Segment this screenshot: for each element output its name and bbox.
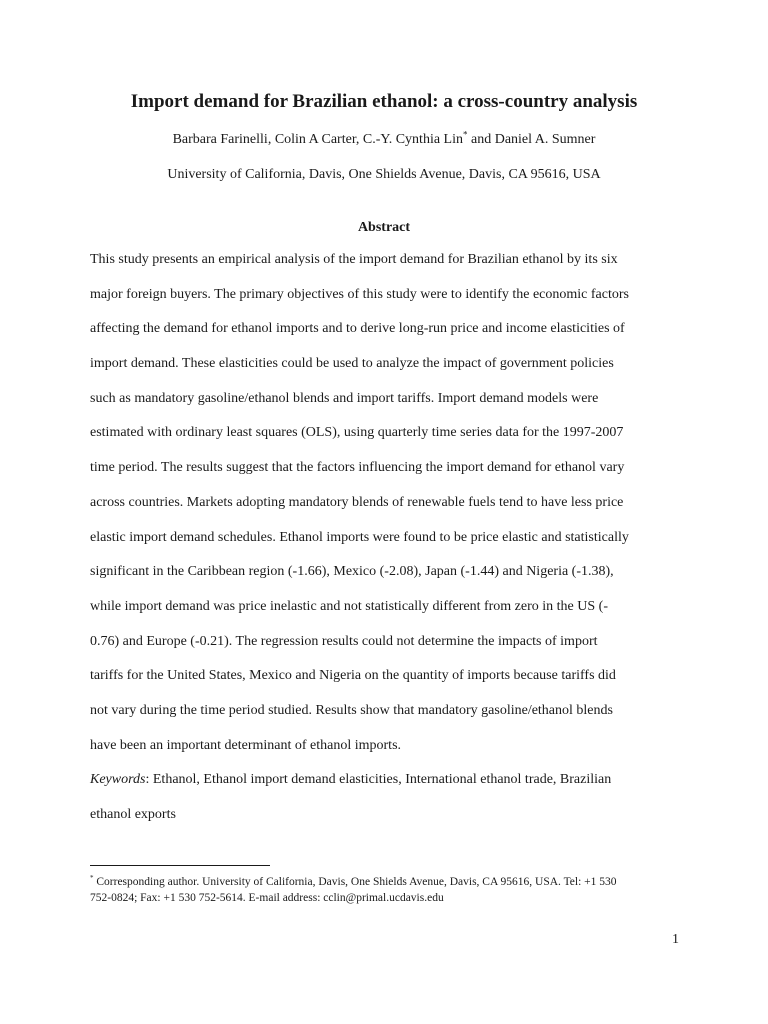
footnote-line: 752-0824; Fax: +1 530 752-5614. E-mail address: cclin@primal.ucdavis.edu [90, 892, 444, 904]
abstract-line: elastic import demand schedules. Ethanol imports were found to be price elastic and statistically [90, 529, 629, 545]
author-names-tail: and Daniel A. Sumner [467, 132, 596, 147]
keywords-label: Keywords [90, 772, 146, 788]
footnote-marker: * [90, 874, 94, 883]
abstract-line: 0.76) and Europe (-0.21). The regression results could not determine the impacts of import [90, 633, 598, 649]
keywords-list: Ethanol, Ethanol import demand elasticities, International ethanol trade, Brazilian [152, 772, 612, 788]
abstract-line: estimated with ordinary least squares (OLS), using quarterly time series data for the 1997-2007 [90, 425, 624, 441]
paper-title: Import demand for Brazilian ethanol: a cross-country analysis [130, 91, 638, 112]
corresponding-author-marker: * [463, 129, 468, 140]
footnote-text: Corresponding author. University of California, Davis, One Shields Avenue, Davis, CA 95616, USA. Tel: +1 530 [93, 876, 617, 888]
footnote-line [90, 874, 690, 890]
page-number: 1 [672, 932, 679, 947]
author-affiliation: University of California, Davis, One Shields Avenue, Davis, CA 95616, USA [167, 167, 601, 182]
abstract-line: import demand. These elasticities could be used to analyze the impact of government policies [90, 356, 614, 372]
keywords-separator: : [145, 772, 153, 788]
abstract-line: across countries. Markets adopting mandatory blends of renewable fuels tend to have less price [90, 494, 624, 510]
abstract-line: while import demand was price inelastic and not statistically different from zero in the US (- [90, 598, 608, 614]
abstract-heading: Abstract [357, 220, 411, 235]
keywords-line [90, 770, 680, 805]
abstract-line: not vary during the time period studied. Results show that mandatory gasoline/ethanol blends [90, 702, 613, 718]
abstract-line: tariffs for the United States, Mexico and Nigeria on the quantity of imports because tariffs did [90, 668, 616, 684]
keywords-line-continued: ethanol exports [90, 807, 176, 822]
abstract-line: such as mandatory gasoline/ethanol blends and import tariffs. Import demand models were [90, 390, 599, 406]
abstract-line: significant in the Caribbean region (-1.66), Mexico (-2.08), Japan (-1.44) and Nigeria (-1.38), [90, 564, 614, 580]
abstract-line: have been an important determinant of ethanol imports. [90, 737, 402, 753]
footnote-divider [90, 865, 270, 866]
author-names: Barbara Farinelli, Colin A Carter, C.-Y. Cynthia Lin [172, 132, 463, 147]
corresponding-author-footnote [90, 874, 690, 906]
author-list [0, 130, 768, 150]
abstract-line: This study presents an empirical analysis of the import demand for Brazilian ethanol by its six [90, 252, 618, 267]
abstract-body [90, 250, 680, 840]
abstract-line: time period. The results suggest that the factors influencing the import demand for ethanol vary [90, 460, 625, 476]
abstract-line: major foreign buyers. The primary objectives of this study were to identify the economic factors [90, 286, 629, 302]
abstract-line: affecting the demand for ethanol imports and to derive long-run price and income elasticities of [90, 321, 625, 337]
